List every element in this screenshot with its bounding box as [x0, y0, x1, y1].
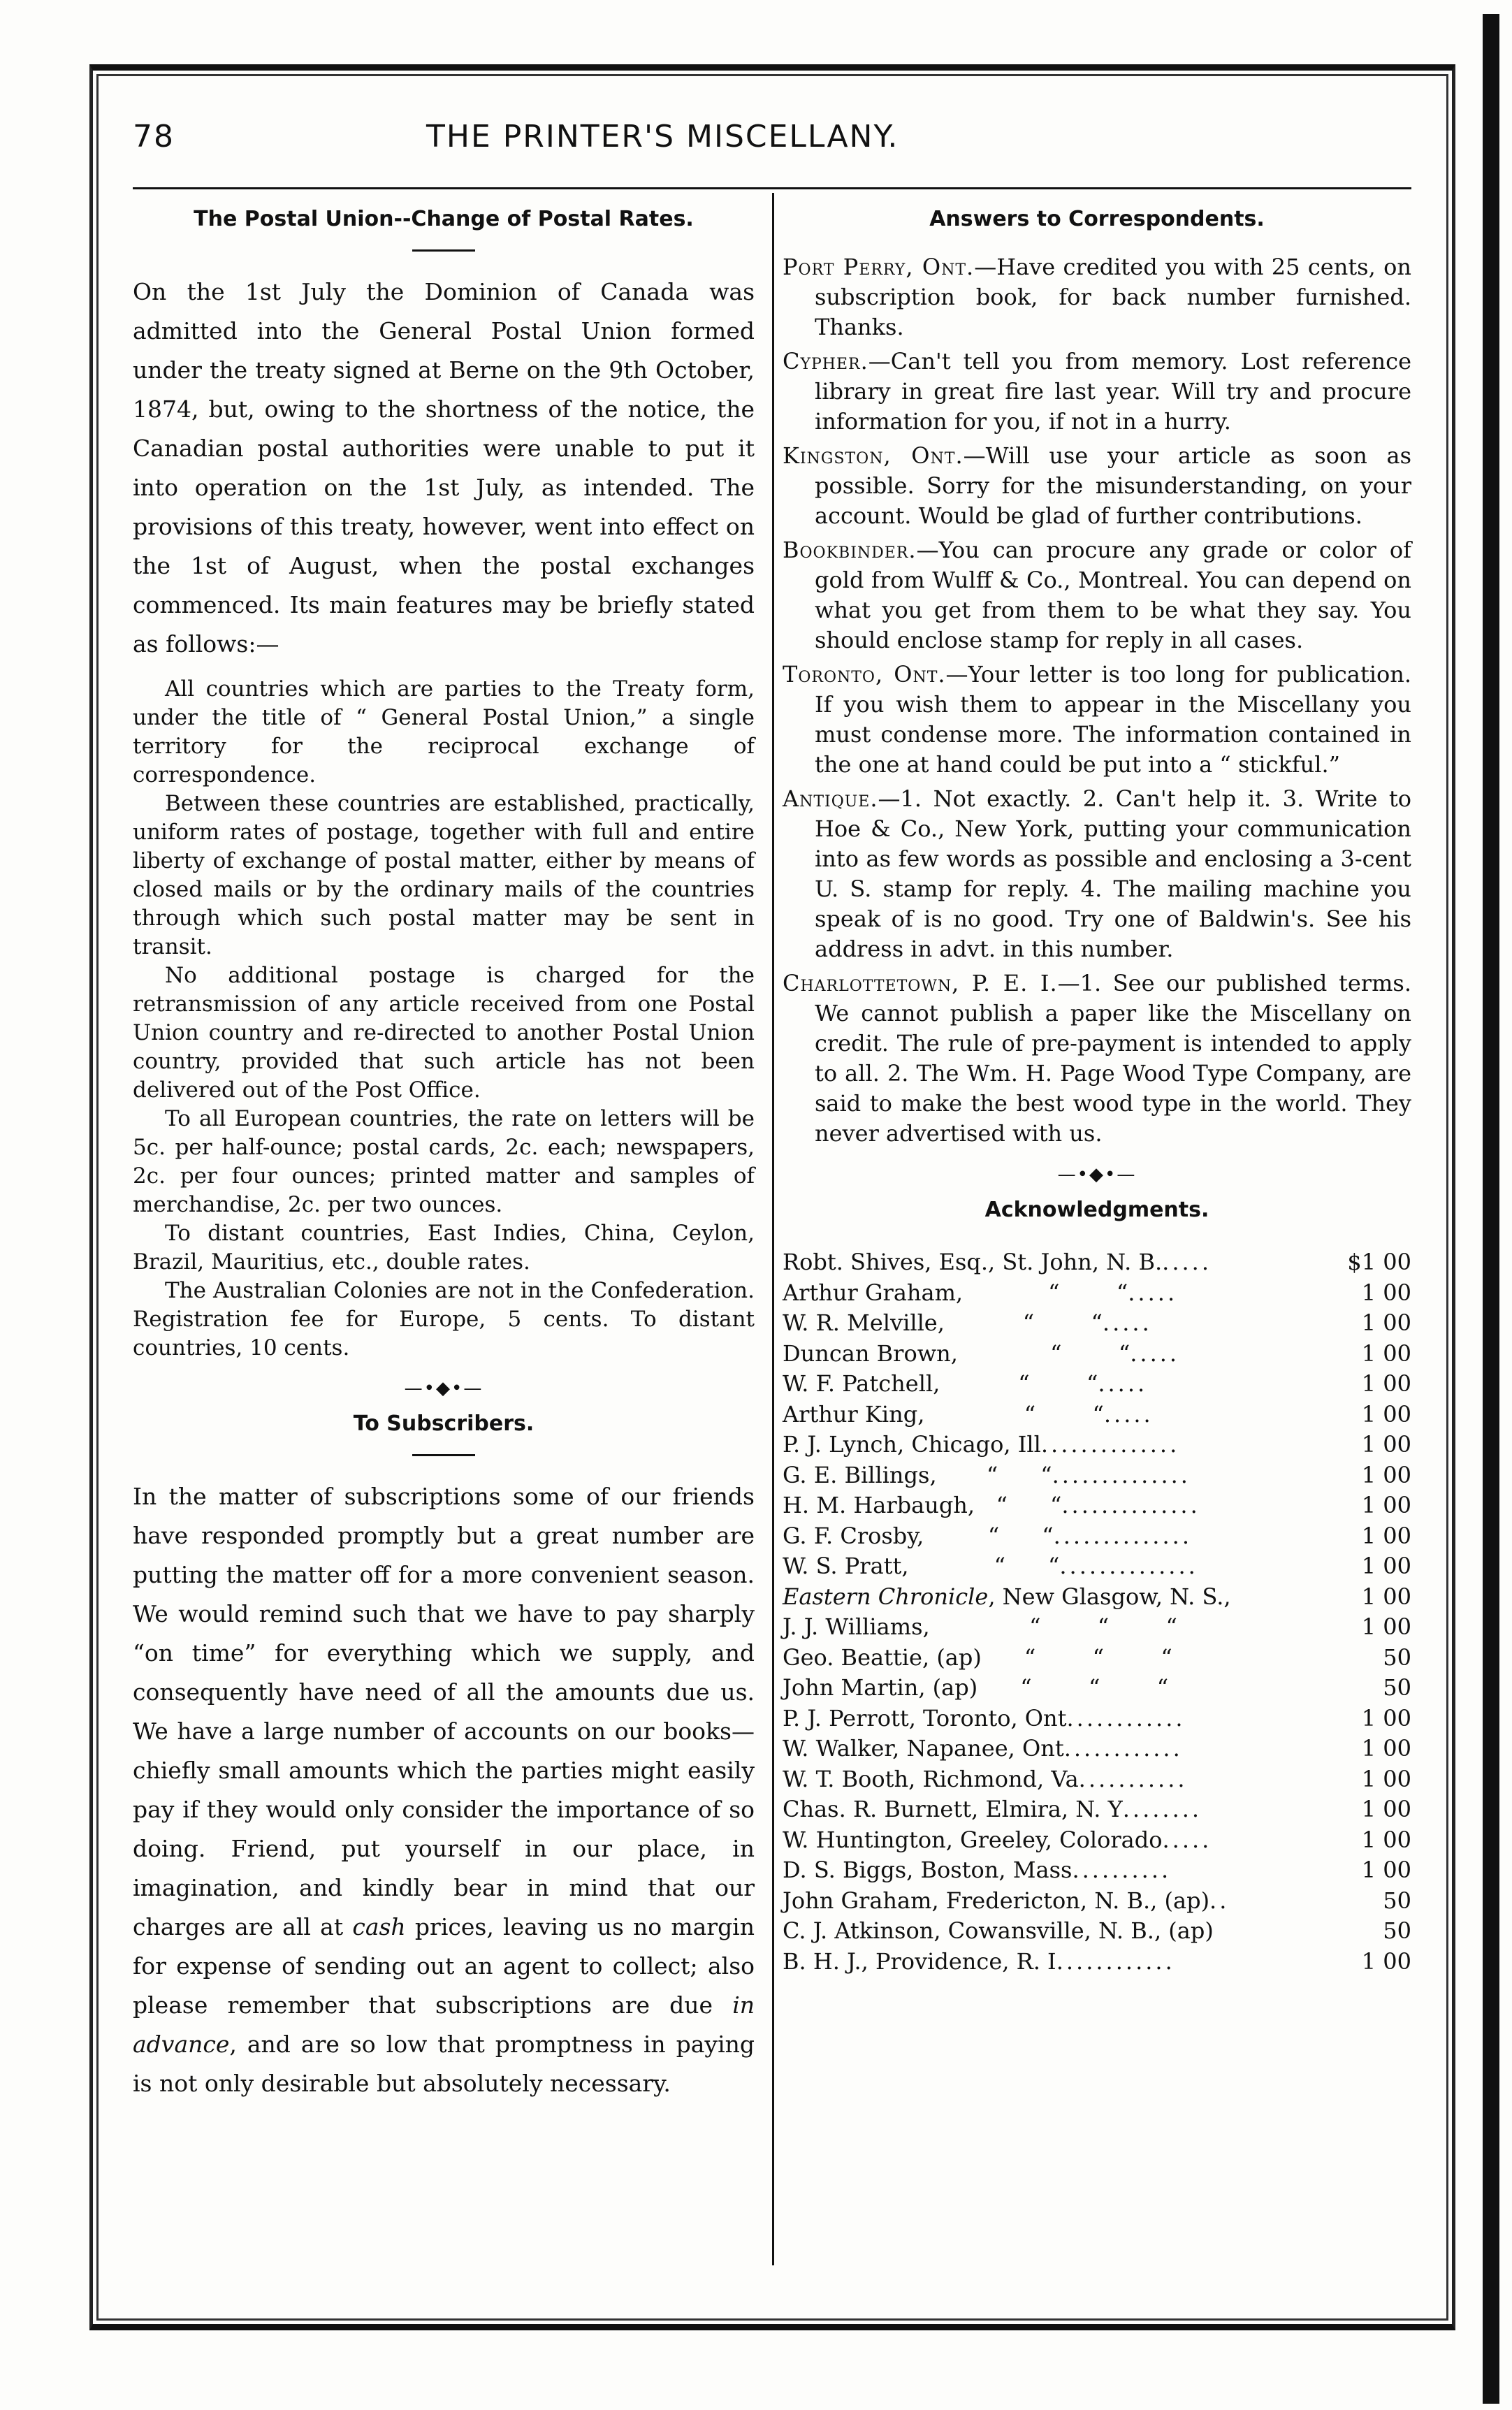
- dot-leader: [1231, 1582, 1329, 1613]
- section-ornament: —•◆•—: [1057, 1164, 1137, 1185]
- postal-union-title: The Postal Union--Change of Postal Rates.: [194, 207, 694, 231]
- acknowledgment-row: [783, 1521, 1411, 1552]
- acknowledgment-name: W. Walker, Napanee, Ont: [783, 1735, 1064, 1762]
- acknowledgment-name: J. J. Williams, “ “ “: [783, 1613, 1177, 1640]
- acknowledgment-amount: 1 00: [1361, 1796, 1411, 1822]
- answer-item: [783, 347, 1411, 437]
- dot-leader: [1172, 1643, 1329, 1674]
- postal-paragraph: To distant countries, East Indies, China, Ceylon, Brazil, Mauritius, etc., double rates.: [133, 1221, 755, 1275]
- dot-leader: ........: [1122, 1796, 1202, 1822]
- acknowledgment-name: Arthur Graham, “ “: [783, 1279, 1128, 1306]
- acknowledgment-row: [783, 1643, 1411, 1674]
- subscribers-title: To Subscribers.: [353, 1411, 535, 1436]
- answer-item: [783, 535, 1411, 655]
- acknowledgment-row: [783, 1582, 1411, 1613]
- postal-paragraph: To all European countries, the rate on letters will be 5c. per half-ounce; postal cards, 2c. each; newspapers, 2c. per four ounces; printed matter and samples of merchandise, 2c. per two ounces.: [133, 1106, 755, 1217]
- dot-leader: [1214, 1916, 1329, 1947]
- acknowledgment-row: [783, 1247, 1411, 1278]
- postal-paragraph: All countries which are parties to the Treaty form, under the title of “ General Postal Union,” a single territory for the reciprocal exchange of correspondence.: [133, 676, 755, 787]
- dot-leader: ..: [1209, 1887, 1230, 1914]
- acknowledgment-amount: 1 00: [1361, 1431, 1411, 1458]
- answer-text: —1. See our published terms. We cannot publish a paper like the Miscellany on credit. The rule of pre-payment is intended to apply to all. 2. The Wm. H. Page Wood Type Company, are said to make the best wood type in the world. They never advertised with us.: [815, 970, 1412, 1147]
- acknowledgment-name: Robt. Shives, Esq., St. John, N. B.: [783, 1249, 1163, 1275]
- dot-leader: .....: [1162, 1826, 1212, 1853]
- dot-leader: ..............: [1059, 1553, 1198, 1579]
- postal-paragraph: Between these countries are established, practically, uniform rates of postage, together with full and entire liberty of exchange of postal matter, either by means of closed mails or by the ordinary mails of the countries through which such postal matter may be sent in transit.: [133, 791, 755, 959]
- answer-text: —Have credited you with 25 cents, on subscription book, for back number furnished. Thanks.: [815, 254, 1411, 340]
- answer-text: —1. Not exactly. 2. Can't help it. 3. Write to Hoe & Co., New York, putting your communication into as few words as possible and enclosing a 3-cent U. S. stamp for reply. 4. The mailing machine you speak of is no good. Try one of Baldwin's. See his address in advt. in this number.: [815, 785, 1411, 962]
- answer-recipient: Antique.: [783, 785, 878, 812]
- answer-recipient: Toronto, Ont.: [783, 661, 946, 688]
- acknowledgment-amount: $1 00: [1347, 1249, 1411, 1275]
- postal-paragraph: The Australian Colonies are not in the Confederation. Registration fee for Europe, 5 cents. To distant countries, 10 cents.: [133, 1278, 755, 1360]
- acknowledgment-row: [783, 1490, 1411, 1521]
- acknowledgment-row: [783, 1278, 1411, 1309]
- dot-leader: ...........: [1078, 1765, 1188, 1792]
- subscribers-body: In the matter of subscriptions some of our friends have responded promptly but a great number are putting the matter off for a more convenient season. We would remind such that we have to pay sharply “on time” for everything which we supply, and consequently have need of all the amounts due us. We have a large number of accounts on our books—chiefly small amounts which the parties might easily pay if they would only consider the importance of so doing. Friend, put yourself in our place, in imagination, and kindly bear in mind that our charges are all at cash prices, leaving us no margin for expense of sending out an agent to collect; also please remember that subscriptions are due in advance, and are so low that promptness in paying is not only desirable but absolutely necessary.: [133, 1483, 755, 2097]
- acknowledgment-row: [783, 1825, 1411, 1856]
- acknowledgment-place: , New Glasgow, N. S.,: [988, 1583, 1231, 1610]
- acknowledgment-name: G. F. Crosby, “ “: [783, 1522, 1054, 1549]
- acknowledgment-amount: 50: [1383, 1917, 1411, 1944]
- answer-item: [783, 660, 1411, 780]
- dot-leader: .....: [1102, 1309, 1152, 1336]
- answer-recipient: Bookbinder.: [783, 537, 917, 563]
- dot-leader: [1177, 1612, 1329, 1643]
- dot-leader: ..............: [1053, 1522, 1192, 1549]
- acknowledgment-name: C. J. Atkinson, Cowansville, N. B., (ap): [783, 1917, 1214, 1944]
- left-column: [133, 203, 755, 2103]
- answer-text: —Will use your article as soon as possible. Sorry for the misunderstanding, on your account. Would be glad of further contributions.: [815, 442, 1411, 529]
- postal-union-intro: On the 1st July the Dominion of Canada was admitted into the General Postal Union formed under the treaty signed at Berne on the 9th October, 1874, but, owing to the shortness of the notice, the Canadian postal authorities were unable to put it into operation on the 1st July, as intended. The provisions of this treaty, however, went into effect on the 1st of August, when the postal exchanges commenced. Its main features may be briefly stated as follows:—: [133, 278, 755, 658]
- section-ornament: —•◆•—: [404, 1378, 484, 1399]
- acknowledgment-amount: 1 00: [1361, 1340, 1411, 1367]
- dot-leader: .....: [1098, 1370, 1148, 1397]
- page-header: [133, 112, 1411, 168]
- acknowledgment-row: [783, 1612, 1411, 1643]
- answer-text: —Can't tell you from memory. Lost reference library in great fire last year. Will try and procure information for you, if not in a hurry.: [815, 348, 1411, 435]
- answer-recipient: Cypher.: [783, 348, 868, 375]
- acknowledgment-amount: 50: [1383, 1674, 1411, 1701]
- acknowledgment-name: W. R. Melville, “ “: [783, 1309, 1103, 1336]
- acknowledgment-amount: 1 00: [1361, 1857, 1411, 1883]
- acknowledgment-row: [783, 1704, 1411, 1734]
- dot-leader: .....: [1128, 1279, 1178, 1306]
- postal-paragraph: No additional postage is charged for the retransmission of any article received from one Postal Union country and re-directed to another Postal Union country, provided that such article has not been delivered out of the Post Office.: [133, 963, 755, 1103]
- acknowledgment-amount: 1 00: [1361, 1765, 1411, 1792]
- dot-leader: ............: [1066, 1704, 1186, 1732]
- answers-list: [783, 252, 1411, 1149]
- dot-leader: .....: [1103, 1400, 1154, 1428]
- acknowledgment-amount: 1 00: [1361, 1704, 1411, 1732]
- acknowledgment-row: [783, 1947, 1411, 1977]
- acknowledgment-amount: 1 00: [1361, 1735, 1411, 1762]
- acknowledgment-amount: 1 00: [1361, 1309, 1411, 1336]
- acknowledgment-name: Chas. R. Burnett, Elmira, N. Y: [783, 1796, 1123, 1822]
- title-rule: [412, 249, 475, 252]
- dot-leader: ..........: [1072, 1857, 1172, 1883]
- acknowledgment-row: [783, 1369, 1411, 1400]
- acknowledgment-name: W. F. Patchell, “ “: [783, 1370, 1098, 1397]
- column-divider: [772, 193, 774, 2265]
- acknowledgment-row: [783, 1886, 1411, 1917]
- acknowledgment-amount: 1 00: [1361, 1370, 1411, 1397]
- acknowledgment-row: [783, 1551, 1411, 1582]
- dot-leader: ..............: [1052, 1461, 1191, 1488]
- acknowledgment-name: W. Huntington, Greeley, Colorado: [783, 1826, 1163, 1853]
- answer-item: [783, 441, 1411, 531]
- acknowledgment-name: John Martin, (ap) “ “ “: [783, 1674, 1169, 1701]
- answers-title: Answers to Correspondents.: [929, 207, 1265, 231]
- dot-leader: ..............: [1061, 1492, 1200, 1518]
- title-rule: [412, 1454, 475, 1456]
- answer-text: —You can procure any grade or color of gold from Wulff & Co., Montreal. You can depend on what you get from them to be what they say. You should enclose stamp for reply in all cases.: [815, 537, 1411, 653]
- answer-item: [783, 784, 1411, 964]
- acknowledgment-name: Geo. Beattie, (ap) “ “ “: [783, 1643, 1172, 1671]
- answer-item: [783, 252, 1411, 342]
- acknowledgment-name: D. S. Biggs, Boston, Mass: [783, 1857, 1073, 1883]
- acknowledgment-row: [783, 1400, 1411, 1430]
- answer-recipient: Charlottetown, P. E. I.: [783, 970, 1058, 996]
- book-spine-shadow: [1483, 14, 1499, 2404]
- acknowledgment-amount: 1 00: [1361, 1553, 1411, 1579]
- acknowledgment-name: W. T. Booth, Richmond, Va: [783, 1765, 1079, 1792]
- page-number: 78: [133, 119, 175, 154]
- acknowledgment-amount: 1 00: [1361, 1279, 1411, 1306]
- running-title: THE PRINTER'S MISCELLANY.: [426, 119, 899, 154]
- acknowledgment-row: [783, 1764, 1411, 1795]
- answer-recipient: Kingston, Ont.: [783, 442, 964, 469]
- acknowledgment-name: P. J. Lynch, Chicago, Ill: [783, 1431, 1041, 1458]
- dot-leader: [1168, 1673, 1329, 1704]
- dot-leader: ............: [1056, 1947, 1175, 1975]
- acknowledgment-amount: 1 00: [1361, 1613, 1411, 1640]
- acknowledgment-row: [783, 1794, 1411, 1825]
- answer-item: [783, 968, 1411, 1149]
- acknowledgments-title: Acknowledgments.: [984, 1198, 1209, 1222]
- acknowledgment-amount: 50: [1383, 1643, 1411, 1671]
- dot-leader: .....: [1130, 1340, 1180, 1367]
- acknowledgment-amount: 1 00: [1361, 1522, 1411, 1549]
- answer-recipient: Port Perry, Ont.: [783, 254, 975, 280]
- acknowledgment-amount: 50: [1383, 1887, 1411, 1914]
- acknowledgment-row: [783, 1308, 1411, 1339]
- acknowledgment-name: Eastern Chronicle: [783, 1583, 989, 1610]
- acknowledgment-name: H. M. Harbaugh, “ “: [783, 1492, 1062, 1518]
- acknowledgment-name: Duncan Brown, “ “: [783, 1340, 1131, 1367]
- acknowledgment-name: P. J. Perrott, Toronto, Ont: [783, 1704, 1067, 1732]
- acknowledgment-row: [783, 1430, 1411, 1460]
- dot-leader: .....: [1162, 1249, 1212, 1275]
- right-column: [783, 203, 1411, 1977]
- acknowledgment-row: [783, 1673, 1411, 1704]
- acknowledgment-name: B. H. J., Providence, R. I: [783, 1947, 1056, 1975]
- acknowledgment-name: Arthur King, “ “: [783, 1400, 1104, 1428]
- acknowledgment-amount: 1 00: [1361, 1400, 1411, 1428]
- acknowledgment-amount: 1 00: [1361, 1461, 1411, 1488]
- dot-leader: ............: [1063, 1735, 1183, 1762]
- acknowledgment-row: [783, 1855, 1411, 1886]
- acknowledgment-name: John Graham, Fredericton, N. B., (ap): [783, 1887, 1210, 1914]
- acknowledgment-name: W. S. Pratt, “ “: [783, 1553, 1060, 1579]
- answer-text: —Your letter is too long for publication. If you wish them to appear in the Miscellany you must condense more. The information contained in the one at hand could be put into a “ stickful.”: [815, 661, 1411, 778]
- acknowledgment-amount: 1 00: [1361, 1826, 1411, 1853]
- header-rule: [133, 187, 1411, 189]
- acknowledgment-row: [783, 1734, 1411, 1764]
- acknowledgment-amount: 1 00: [1361, 1492, 1411, 1518]
- acknowledgments-list: [783, 1247, 1411, 1977]
- acknowledgment-row: [783, 1916, 1411, 1947]
- dot-leader: ..............: [1040, 1431, 1180, 1458]
- acknowledgment-row: [783, 1460, 1411, 1491]
- acknowledgment-amount: 1 00: [1361, 1583, 1411, 1610]
- acknowledgment-name: G. E. Billings, “ “: [783, 1461, 1052, 1488]
- acknowledgment-amount: 1 00: [1361, 1947, 1411, 1975]
- acknowledgment-row: [783, 1339, 1411, 1370]
